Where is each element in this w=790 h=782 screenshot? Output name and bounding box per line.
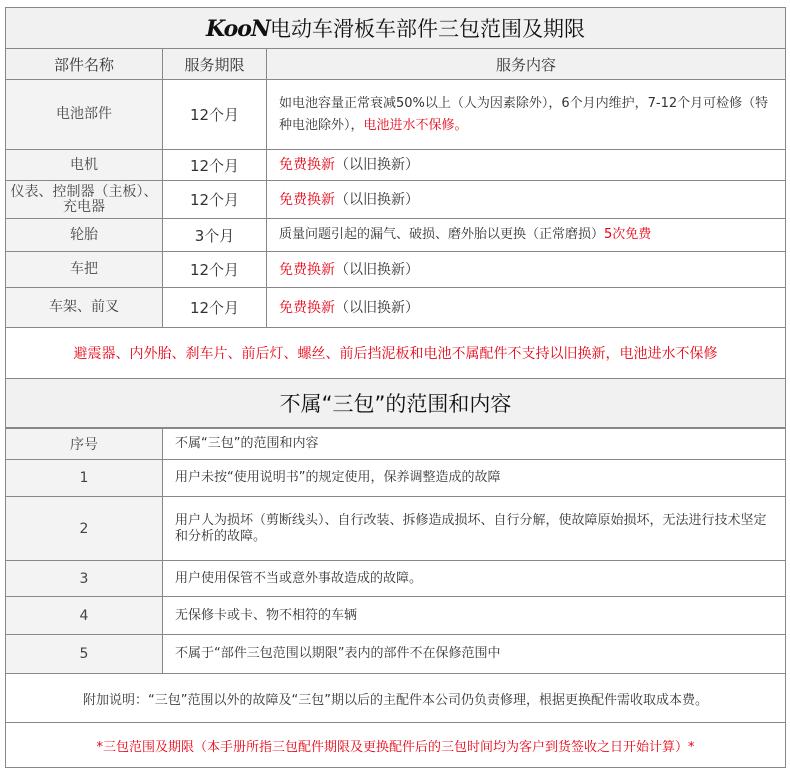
content-highlight: 免费换新 [279, 261, 335, 278]
table-row [6, 597, 786, 635]
part-content [267, 80, 786, 150]
part-period: 3个月 [163, 219, 267, 252]
content-text: 质量问题引起的漏气、破损、磨外胎以更换（正常磨损） [279, 227, 605, 242]
header-content: 不属“三包”的范围和内容 [163, 429, 786, 460]
part-name: 轮胎 [6, 219, 163, 252]
part-content [267, 219, 786, 252]
item-number: 4 [6, 597, 163, 635]
content-highlight: 免费换新 [279, 191, 335, 208]
content-highlight: 电池进水不保修。 [363, 117, 468, 133]
additional-note: 附加说明：“三包”范围以外的故障及“三包”期以后的主配件本公司仍负责修理，根据更换配件需收取成本费。 [6, 674, 786, 723]
footer-note: *三包范围及期限（本手册所指三包配件期限及更换配件后的三包时间均为客户到货签收之日开始计算）* [6, 723, 786, 768]
part-name: 电机 [6, 150, 163, 181]
part-period: 12个月 [163, 150, 267, 181]
content-highlight: 5次免费 [604, 227, 652, 242]
page-title-text: 电动车滑板车部件三包范围及期限 [270, 17, 586, 41]
header-index: 序号 [6, 429, 163, 460]
part-period: 12个月 [163, 181, 267, 219]
exclusions-title: 不属“三包”的范围和内容 [6, 379, 786, 428]
part-content [267, 252, 786, 288]
exclusions-table [5, 428, 786, 768]
part-name: 电池部件 [6, 80, 163, 150]
content-highlight: 免费换新 [279, 299, 335, 316]
red-notice: 避震器、内外胎、刹车片、前后灯、螺丝、前后挡泥板和电池不属配件不支持以旧换新，电池进水不保修 [6, 328, 786, 379]
content-text: 如电池容量正常衰减50%以上（人为因素除外），6个月内维护，7-12个月可检修（特种电池除外）， [279, 95, 769, 133]
content-text: （以旧换新） [335, 191, 419, 208]
table-row-tire [6, 219, 786, 252]
part-period: 12个月 [163, 252, 267, 288]
item-number: 2 [6, 497, 163, 561]
table-row-motor [6, 150, 786, 181]
content-text: （以旧换新） [335, 261, 419, 278]
header-service-period: 服务期限 [163, 49, 267, 80]
table-row [6, 561, 786, 597]
part-content [267, 288, 786, 328]
part-period: 12个月 [163, 288, 267, 328]
table-row-handlebar [6, 252, 786, 288]
table-row [6, 460, 786, 497]
part-content [267, 181, 786, 219]
exclusions-header-row [6, 429, 786, 460]
warranty-sheet [5, 7, 785, 768]
part-name: 车架、前叉 [6, 288, 163, 328]
table-row-controller [6, 181, 786, 219]
item-number: 5 [6, 635, 163, 674]
header-service-content: 服务内容 [267, 49, 786, 80]
table-row [6, 497, 786, 561]
item-text: 用户未按“使用说明书”的规定使用，保养调整造成的故障 [163, 460, 786, 497]
content-text: （以旧换新） [335, 299, 419, 316]
part-content [267, 150, 786, 181]
item-number: 3 [6, 561, 163, 597]
item-text: 用户使用保管不当或意外事故造成的故障。 [163, 561, 786, 597]
item-text: 不属于“部件三包范围以期限”表内的部件不在保修范围中 [163, 635, 786, 674]
item-text: 无保修卡或卡、物不相符的车辆 [163, 597, 786, 635]
table-row-frame [6, 288, 786, 328]
table-row [6, 635, 786, 674]
item-text: 用户人为损坏（剪断线头）、自行改装、拆修造成损坏、自行分解，使故障原始损坏，无法进行技术坚定和分析的故障。 [163, 497, 786, 561]
content-highlight: 免费换新 [279, 157, 335, 173]
part-name: 车把 [6, 252, 163, 288]
page-title [6, 8, 786, 49]
part-period: 12个月 [163, 80, 267, 150]
koon-logo: KooN [205, 16, 271, 42]
table-row-battery [6, 80, 786, 150]
item-number: 1 [6, 460, 163, 497]
part-name: 仪表、控制器（主板）、充电器 [6, 181, 163, 219]
header-part-name: 部件名称 [6, 49, 163, 80]
content-text: （以旧换新） [335, 157, 419, 173]
warranty-table [5, 7, 786, 428]
